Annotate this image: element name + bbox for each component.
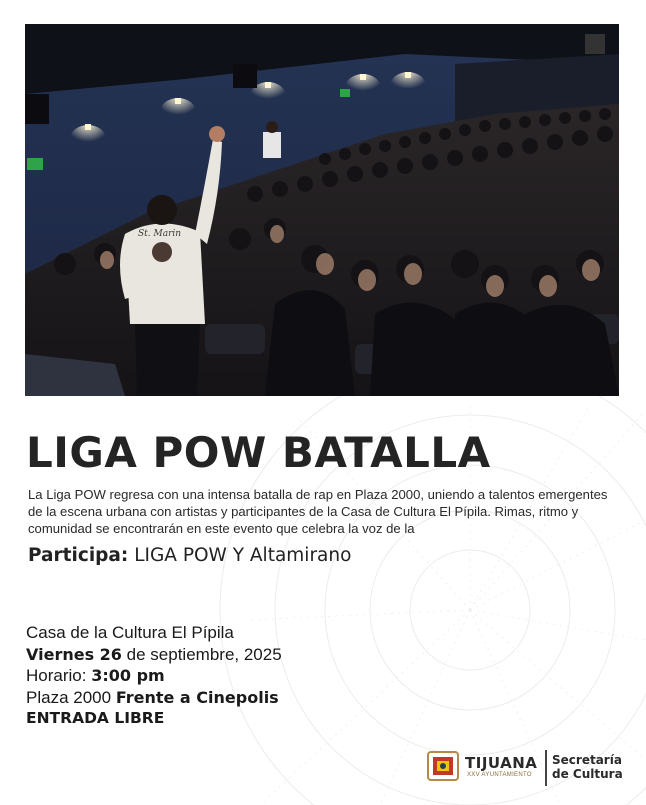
event-title: LIGA POW BATALLA [26, 428, 491, 477]
participa-label: Participa: [28, 545, 129, 566]
event-photo [25, 24, 619, 396]
place-label: Plaza 2000 [26, 687, 112, 707]
secretaria-wordmark [552, 753, 623, 781]
horario-label: Horario: [26, 666, 87, 685]
place-value: Frente a Cinepolis [115, 687, 279, 707]
secretaria-line2: de Cultura [552, 767, 623, 781]
participants-line [28, 545, 351, 566]
event-description: La Liga POW regresa con una intensa batalla de rap en Plaza 2000, uniendo a talentos emergentes de la escena urbana con artistas y participantes de la Casa de Cultura El Pípila. Rimas, ritmo y comunidad se encontrarán en este evento que celebra la voz de la [28, 487, 608, 536]
sponsor-logos [427, 748, 627, 788]
participa-value: LIGA POW Y Altamirano [134, 545, 352, 566]
tijuana-sub: XXV AYUNTAMIENTO [467, 772, 532, 778]
date-strong: Viernes 26 [26, 644, 122, 664]
secretaria-line1: Secretaría [552, 753, 622, 767]
time-line [26, 665, 282, 687]
logo-divider [545, 750, 547, 786]
venue-line: Casa de la Cultura El Pípila [26, 623, 234, 642]
horario-value: 3:00 pm [91, 666, 165, 685]
event-details [26, 622, 282, 730]
place-line [26, 687, 282, 709]
hoodie-lettering: St. Marin [138, 229, 182, 239]
tijuana-wordmark: TIJUANA [465, 754, 538, 772]
date-line [26, 644, 282, 666]
auditorium-scene [25, 24, 619, 396]
entry-free: ENTRADA LIBRE [26, 709, 165, 727]
tijuana-shield-icon [427, 750, 459, 782]
date-rest: de septiembre, 2025 [126, 644, 282, 664]
